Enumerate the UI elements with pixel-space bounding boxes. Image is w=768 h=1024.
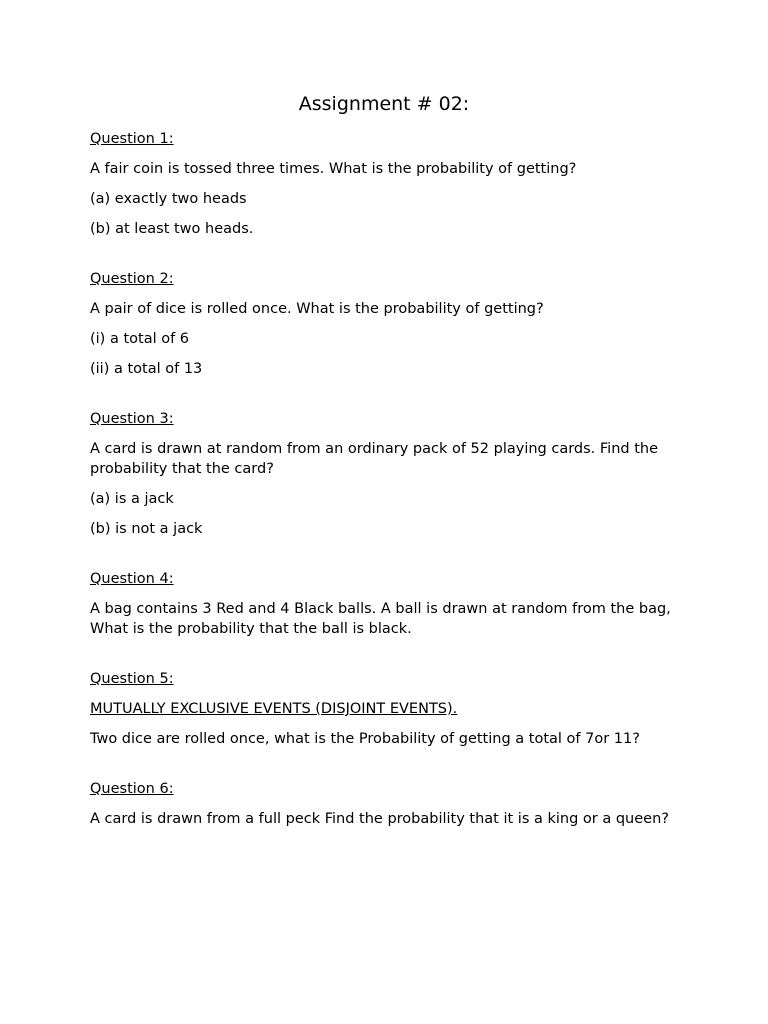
question-4-text: A bag contains 3 Red and 4 Black balls. A ball is drawn at random from the bag, What is the probability that the ball is black. bbox=[90, 601, 671, 637]
question-2-heading: Question 2: bbox=[90, 271, 174, 287]
spacer bbox=[90, 759, 680, 779]
question-5-subheading: MUTUALLY EXCLUSIVE EVENTS (DISJOINT EVENTS). bbox=[90, 701, 458, 717]
document-body bbox=[90, 129, 680, 839]
question-1-part-b: (b) at least two heads. bbox=[90, 221, 254, 237]
spacer bbox=[90, 389, 680, 409]
question-6-text: A card is drawn from a full peck Find the probability that it is a king or a queen? bbox=[90, 811, 669, 827]
question-6 bbox=[90, 779, 680, 829]
question-6-heading: Question 6: bbox=[90, 781, 174, 797]
question-1-text: A fair coin is tossed three times. What is the probability of getting? bbox=[90, 161, 577, 177]
question-2 bbox=[90, 269, 680, 379]
question-1 bbox=[90, 129, 680, 239]
question-3-text: A card is drawn at random from an ordinary pack of 52 playing cards. Find the probability that the card? bbox=[90, 441, 659, 477]
page-title: Assignment # 02: bbox=[298, 93, 470, 115]
question-3 bbox=[90, 409, 680, 539]
question-2-part-i: (i) a total of 6 bbox=[90, 331, 190, 347]
question-1-heading: Question 1: bbox=[90, 131, 174, 147]
question-3-part-a: (a) is a jack bbox=[90, 491, 174, 507]
question-5-heading: Question 5: bbox=[90, 671, 174, 687]
question-2-text: A pair of dice is rolled once. What is the probability of getting? bbox=[90, 301, 544, 317]
question-2-part-ii: (ii) a total of 13 bbox=[90, 361, 203, 377]
question-3-heading: Question 3: bbox=[90, 411, 174, 427]
question-3-part-b: (b) is not a jack bbox=[90, 521, 203, 537]
question-5-text: Two dice are rolled once, what is the Probability of getting a total of 7or 11? bbox=[90, 731, 640, 747]
question-4-heading: Question 4: bbox=[90, 571, 174, 587]
question-4 bbox=[90, 569, 680, 639]
spacer bbox=[90, 649, 680, 669]
question-1-part-a: (a) exactly two heads bbox=[90, 191, 247, 207]
spacer bbox=[90, 549, 680, 569]
question-5 bbox=[90, 669, 680, 749]
spacer bbox=[90, 249, 680, 269]
